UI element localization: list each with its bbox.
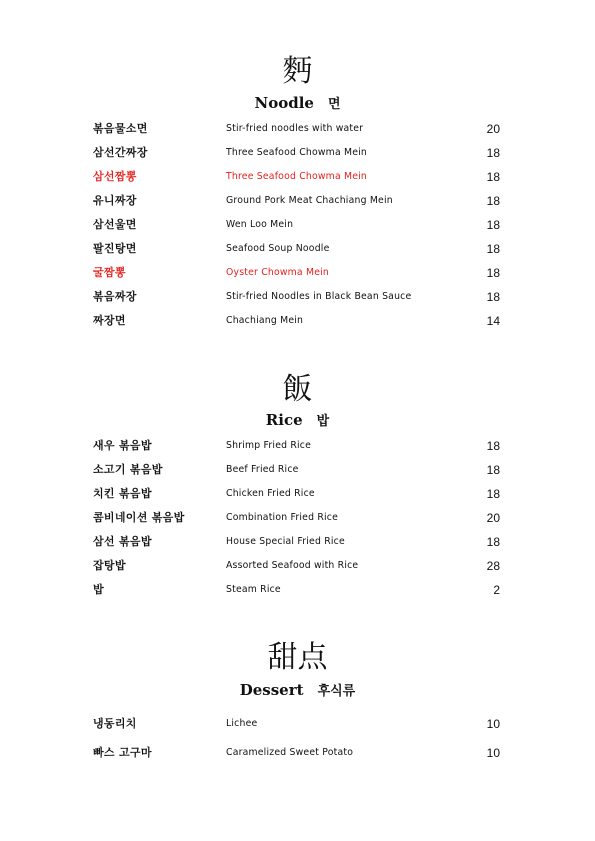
menu-item bbox=[0, 438, 595, 454]
item-price: 20 bbox=[486, 122, 500, 136]
section-heading-dessert bbox=[0, 681, 595, 701]
menu-item bbox=[0, 716, 595, 732]
item-price: 10 bbox=[486, 746, 500, 760]
item-price: 18 bbox=[486, 146, 500, 160]
menu-item bbox=[0, 121, 595, 137]
item-name-en: Beef Fried Rice bbox=[226, 464, 299, 475]
menu-item bbox=[0, 241, 595, 257]
item-name-ko: 잡탕밥 bbox=[93, 559, 126, 572]
menu-item bbox=[0, 745, 595, 761]
item-name-en: Ground Pork Meat Chachiang Mein bbox=[226, 195, 393, 206]
item-name-ko: 볶음짜장 bbox=[93, 290, 137, 303]
item-name-ko: 유니짜장 bbox=[93, 194, 137, 207]
item-name-ko: 삼선 볶음밥 bbox=[93, 535, 152, 548]
section-title: Rice bbox=[265, 411, 303, 429]
item-name-en: Steam Rice bbox=[226, 584, 281, 595]
item-name-ko: 새우 볶음밥 bbox=[93, 439, 152, 452]
section-title: Dessert bbox=[239, 681, 304, 699]
item-name-ko: 삼선짬뽕 bbox=[93, 170, 137, 183]
item-name-en: Shrimp Fried Rice bbox=[226, 440, 312, 451]
menu-item bbox=[0, 265, 595, 281]
item-name-en: Oyster Chowma Mein bbox=[226, 267, 330, 278]
item-name-ko: 치킨 볶음밥 bbox=[93, 487, 152, 500]
menu-item bbox=[0, 510, 595, 526]
item-name-en: Chicken Fried Rice bbox=[226, 488, 315, 499]
item-price: 10 bbox=[486, 717, 500, 731]
item-name-ko: 굴짬뽕 bbox=[93, 266, 126, 279]
item-name-ko: 볶음물소면 bbox=[93, 122, 148, 135]
menu-item bbox=[0, 486, 595, 502]
item-name-ko: 소고기 볶음밥 bbox=[93, 463, 163, 476]
item-name-ko: 콤비네이션 볶음밥 bbox=[93, 511, 185, 524]
menu-item bbox=[0, 217, 595, 233]
item-name-en: Stir-fried noodles with water bbox=[226, 123, 364, 134]
menu-item bbox=[0, 313, 595, 329]
item-name-ko: 팔진탕면 bbox=[93, 242, 137, 255]
item-price: 18 bbox=[486, 535, 500, 549]
item-price: 18 bbox=[486, 194, 500, 208]
item-name-en: Seafood Soup Noodle bbox=[226, 243, 330, 254]
item-price: 18 bbox=[486, 266, 500, 280]
menu-item bbox=[0, 558, 595, 574]
item-name-en: Wen Loo Mein bbox=[226, 219, 294, 230]
item-name-ko: 냉동리치 bbox=[93, 717, 137, 730]
item-name-en: Three Seafood Chowma Mein bbox=[226, 171, 368, 182]
section-title-ko: 후식류 bbox=[317, 684, 356, 699]
item-name-ko: 밥 bbox=[93, 583, 104, 596]
item-name-en: Lichee bbox=[226, 718, 258, 729]
item-name-en: Chachiang Mein bbox=[226, 315, 304, 326]
item-price: 18 bbox=[486, 439, 500, 453]
section-title-ko: 밥 bbox=[316, 414, 330, 429]
item-price: 18 bbox=[486, 242, 500, 256]
item-name-ko: 빠스 고구마 bbox=[93, 746, 152, 759]
item-name-en: House Special Fried Rice bbox=[226, 536, 345, 547]
item-price: 28 bbox=[486, 559, 500, 573]
item-name-ko: 짜장면 bbox=[93, 314, 126, 327]
menu-item bbox=[0, 289, 595, 305]
item-name-en: Combination Fried Rice bbox=[226, 512, 338, 523]
item-name-en: Three Seafood Chowma Mein bbox=[226, 147, 368, 158]
menu-item bbox=[0, 582, 595, 598]
item-name-en: Caramelized Sweet Potato bbox=[226, 747, 354, 758]
item-name-ko: 삼선울면 bbox=[93, 218, 137, 231]
item-price: 20 bbox=[486, 511, 500, 525]
item-price: 18 bbox=[486, 290, 500, 304]
item-name-en: Assorted Seafood with Rice bbox=[226, 560, 359, 571]
section-title-ko: 면 bbox=[327, 97, 341, 112]
item-name-en: Stir-fried Noodles in Black Bean Sauce bbox=[226, 291, 412, 302]
menu-item bbox=[0, 169, 595, 185]
item-price: 2 bbox=[493, 583, 500, 597]
section-heading-rice bbox=[0, 411, 595, 431]
menu-item bbox=[0, 145, 595, 161]
menu-item bbox=[0, 534, 595, 550]
section-glyph-dessert: 甜点 bbox=[267, 640, 328, 675]
item-price: 14 bbox=[486, 314, 500, 328]
item-name-ko: 삼선간짜장 bbox=[93, 146, 148, 159]
section-heading-noodle bbox=[0, 94, 595, 114]
item-price: 18 bbox=[486, 170, 500, 184]
item-price: 18 bbox=[486, 218, 500, 232]
menu-item bbox=[0, 462, 595, 478]
menu-item bbox=[0, 193, 595, 209]
item-price: 18 bbox=[486, 463, 500, 477]
section-glyph-rice: 飯 bbox=[282, 372, 313, 407]
section-title: Noodle bbox=[254, 94, 314, 112]
item-price: 18 bbox=[486, 487, 500, 501]
section-glyph-noodle: 麪 bbox=[282, 54, 313, 89]
